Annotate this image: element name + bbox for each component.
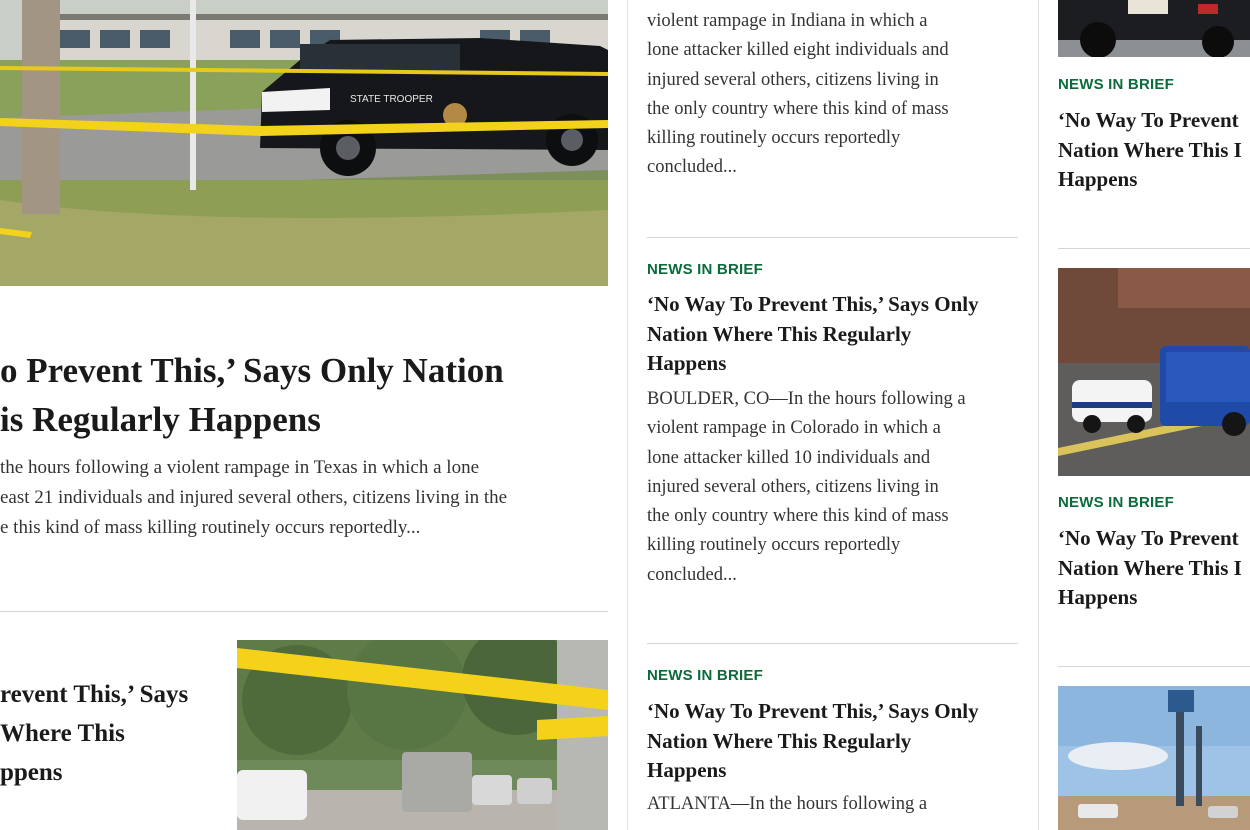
dek-line: killing routinely occurs reportedly [647, 128, 901, 149]
headline-line[interactable]: ‘No Way To Prevent [1058, 526, 1239, 550]
dek-line: injured several others, citizens living in [647, 476, 939, 497]
feature-headline[interactable] [0, 346, 608, 444]
dek-line: the only country where this kind of mass [647, 98, 949, 119]
dek-line: concluded... [647, 564, 737, 585]
headline-line[interactable]: Happens [1058, 585, 1138, 609]
right-story-image[interactable] [1058, 686, 1250, 830]
news-in-brief-kicker[interactable]: NEWS IN BRIEF [647, 667, 763, 684]
feature-story-image[interactable] [0, 0, 608, 286]
feature-headline-line[interactable]: o Prevent This,’ Says Only Nation [0, 351, 504, 390]
second-headline-line[interactable]: ppens [0, 759, 63, 786]
headline-line[interactable]: ‘No Way To Prevent [1058, 108, 1239, 132]
news-in-brief-kicker[interactable]: NEWS IN BRIEF [1058, 494, 1174, 511]
feature-dek-line: the hours following a violent rampage in Texas in which a lone [0, 457, 480, 478]
dek-line: lone attacker killed 10 individuals and [647, 447, 931, 468]
headline-line[interactable]: Nation Where This Regularly [647, 321, 912, 346]
divider [1058, 666, 1250, 667]
second-headline-line[interactable]: Where This [0, 720, 125, 747]
feature-dek-line: e this kind of mass killing routinely occurs reportedly... [0, 517, 421, 538]
dek-line: BOULDER, CO—In the hours following a [647, 389, 966, 409]
right-story-image[interactable] [1058, 0, 1250, 57]
headline-line[interactable]: ‘No Way To Prevent This,’ Says Only [647, 699, 979, 723]
headline-line[interactable]: Happens [647, 351, 727, 375]
svg-text:STATE TROOPER: STATE TROOPER [350, 94, 433, 105]
headline-line[interactable]: Happens [1058, 167, 1138, 191]
second-story-headline[interactable] [0, 675, 230, 792]
divider [647, 643, 1018, 644]
dek-line: violent rampage in Colorado in which a [647, 418, 941, 439]
dek-line: killing routinely occurs reportedly [647, 535, 901, 556]
headline-line[interactable]: Nation Where This Regularly [647, 728, 912, 753]
news-in-brief-kicker[interactable]: NEWS IN BRIEF [1058, 76, 1174, 93]
dek-line: the only country where this kind of mass [647, 506, 949, 527]
dek-line: injured several others, citizens living in [647, 69, 939, 90]
headline-line[interactable]: Nation Where This I [1058, 137, 1242, 162]
dek-line: concluded... [647, 157, 737, 178]
column-divider [1038, 0, 1039, 830]
top-story-dek [647, 7, 1022, 183]
right-story-headline[interactable] [1058, 524, 1250, 613]
divider [647, 237, 1018, 238]
right-story-image[interactable] [1058, 268, 1250, 476]
news-in-brief-kicker[interactable]: NEWS IN BRIEF [647, 261, 763, 278]
second-story-image[interactable] [237, 640, 608, 830]
headline-line[interactable]: ‘No Way To Prevent This,’ Says Only [647, 292, 979, 316]
headline-line[interactable]: Happens [647, 758, 727, 782]
story-dek [647, 790, 1022, 819]
column-divider [627, 0, 628, 830]
headline-line[interactable]: Nation Where This I [1058, 555, 1242, 580]
dek-line: ATLANTA—In the hours following a [647, 794, 928, 814]
feature-headline-line[interactable]: is Regularly Happens [0, 400, 321, 439]
story-headline[interactable] [647, 290, 1022, 379]
dek-line: violent rampage in Indiana in which a [647, 11, 928, 31]
divider [1058, 248, 1250, 249]
divider [0, 611, 608, 612]
dek-line: lone attacker killed eight individuals and [647, 40, 949, 61]
second-headline-line[interactable]: revent This,’ Says [0, 681, 189, 708]
feature-dek [0, 453, 608, 543]
story-dek [647, 385, 1022, 590]
feature-dek-line: east 21 individuals and injured several others, citizens living in the [0, 487, 508, 508]
story-headline[interactable] [647, 697, 1022, 786]
right-story-headline[interactable] [1058, 106, 1250, 195]
